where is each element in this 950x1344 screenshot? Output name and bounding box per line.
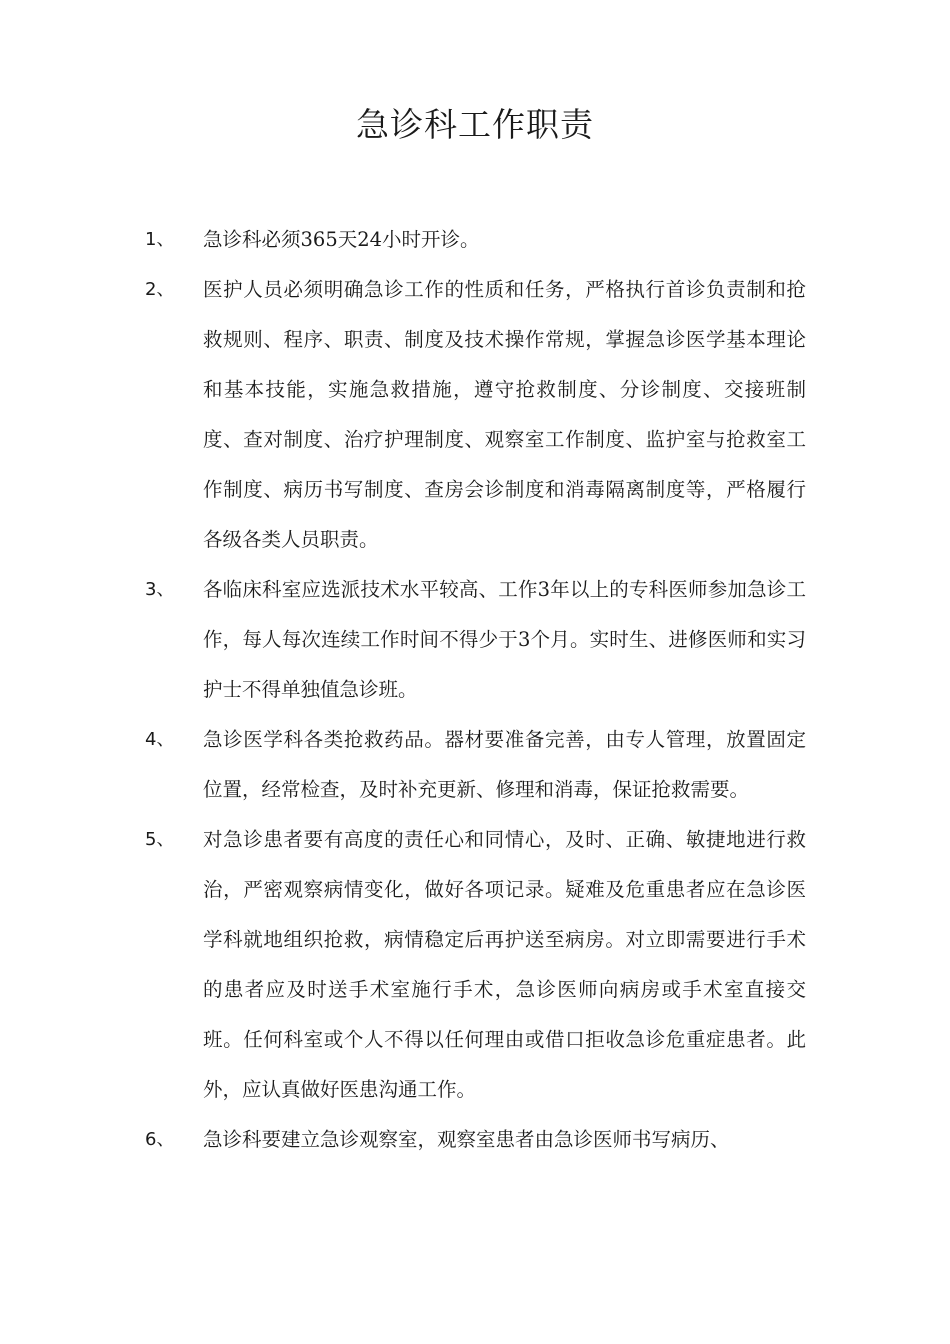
document-title: 急诊科工作职责: [356, 105, 594, 144]
list-item: [0, 565, 950, 715]
duty-list: [0, 215, 950, 1165]
item-number: 5、: [145, 829, 175, 850]
item-number: 2、: [145, 279, 175, 300]
item-text: 急诊医学科各类抢救药品。器材要准备完善，由专人管理，放置固定位置，经常检查，及时补充更新、修理和消毒，保证抢救需要。: [203, 728, 806, 801]
list-item: [0, 815, 950, 1115]
item-number: 6、: [145, 1129, 175, 1150]
list-item: [0, 715, 950, 815]
list-item: [0, 1115, 950, 1165]
item-text: 医护人员必须明确急诊工作的性质和任务，严格执行首诊负责制和抢救规则、程序、职责、制度及技术操作常规，掌握急诊医学基本理论和基本技能，实施急救措施，遵守抢救制度、分诊制度、交接班制度、查对制度、治疗护理制度、观察室工作制度、监护室与抢救室工作制度、病历书写制度、查房会诊制度和消毒隔离制度等，严格履行各级各类人员职责。: [203, 278, 806, 551]
item-text: 急诊科必须365天24小时开诊。: [203, 228, 480, 251]
item-number: 1、: [145, 229, 175, 250]
item-text: 各临床科室应选派技术水平较高、工作3年以上的专科医师参加急诊工作，每人每次连续工作时间不得少于3个月。实时生、进修医师和实习护士不得单独值急诊班。: [203, 578, 806, 701]
item-text: 急诊科要建立急诊观察室，观察室患者由急诊医师书写病历、: [203, 1128, 730, 1151]
item-number: 4、: [145, 729, 175, 750]
item-number: 3、: [145, 579, 175, 600]
list-item: [0, 215, 950, 265]
item-text: 对急诊患者要有高度的责任心和同情心，及时、正确、敏捷地进行救治，严密观察病情变化，做好各项记录。疑难及危重患者应在急诊医学科就地组织抢救，病情稳定后再护送至病房。对立即需要进行手术的患者应及时送手术室施行手术，急诊医师向病房或手术室直接交班。任何科室或个人不得以任何理由或借口拒收急诊危重症患者。此外，应认真做好医患沟通工作。: [203, 828, 806, 1101]
list-item: [0, 265, 950, 565]
